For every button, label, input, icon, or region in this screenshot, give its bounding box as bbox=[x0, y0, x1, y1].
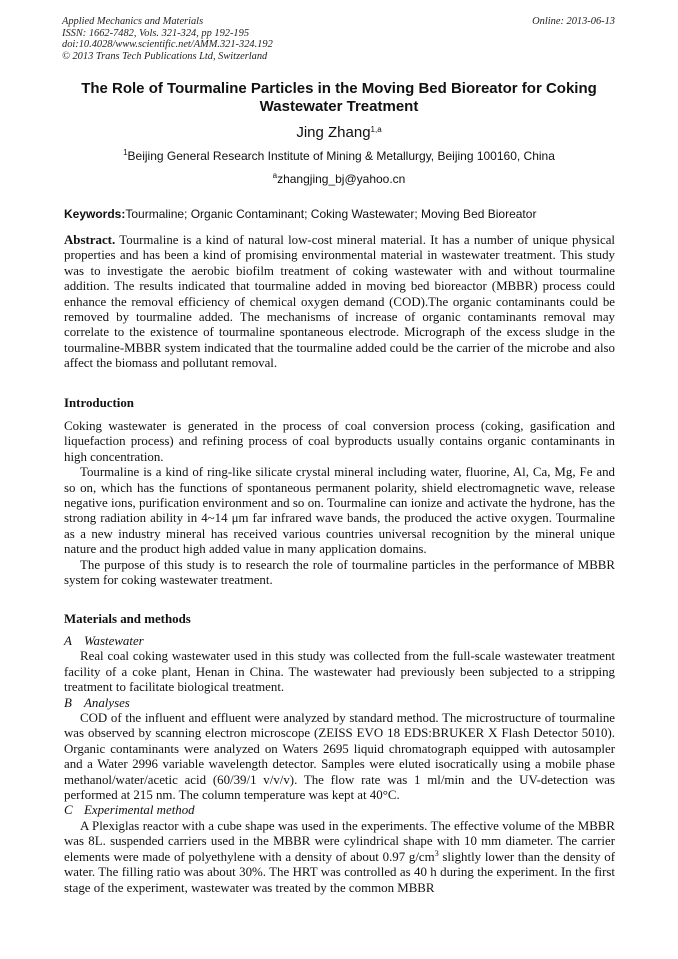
keywords-text: Tourmaline; Organic Contaminant; Coking Wastewater; Moving Bed Bioreator bbox=[125, 207, 537, 221]
subsection-c-title: Experimental method bbox=[84, 803, 195, 818]
subsection-b-title: Analyses bbox=[84, 695, 130, 710]
cubic-sup: 3 bbox=[434, 848, 439, 858]
introduction-paragraph: Tourmaline is a kind of ring-like silicate crystal mineral including water, fluorine, Al, Ca, Mg, Fe and so on, which has the functions of spontaneous permanent polarity, shield electromagnetic wave, release negative ions, purification environment and so on. Tourmaline can ionize and activate the hydrone, has the strong radiation ability in 4~14 μm far infrared wave bands, the produced the active oxygen. Tourmaline as a new industry mineral has received various countries universal recognition by the mineral unique nature and the product high added value in many application domains. bbox=[64, 465, 615, 557]
author-email bbox=[0, 172, 678, 186]
keywords bbox=[64, 207, 616, 221]
keywords-label: Keywords: bbox=[64, 207, 126, 221]
subsection-b-heading bbox=[64, 696, 615, 711]
subsection-a-text: Real coal coking wastewater used in this study was collected from the full-scale wastewater treatment facility of a coke plant, Henan in China. The wastewater had previously been subjected to a stripping treatment to facilitate biological treatment. bbox=[64, 649, 615, 695]
subsection-c-heading bbox=[64, 803, 615, 818]
section-heading-methods: Materials and methods bbox=[64, 612, 191, 626]
affiliation-text: Beijing General Research Institute of Mining & Metallurgy, Beijing 100160, China bbox=[127, 149, 555, 163]
methods-body bbox=[64, 634, 615, 896]
subsection-b-letter: B bbox=[64, 695, 72, 710]
introduction-paragraph: The purpose of this study is to research the role of tourmaline particles in the performance of MBBR system for coking wastewater treatment. bbox=[64, 557, 615, 588]
affiliation-sup: 1 bbox=[123, 148, 128, 157]
author bbox=[0, 124, 678, 141]
subsection-c-text bbox=[64, 819, 615, 896]
author-name: Jing Zhang bbox=[296, 124, 371, 141]
author-sup: 1,a bbox=[370, 125, 382, 134]
subsection-a-title: Wastewater bbox=[84, 634, 144, 648]
email-sup: a bbox=[272, 171, 278, 180]
subsection-a-heading bbox=[64, 634, 615, 649]
paper-title: The Role of Tourmaline Particles in the Moving Bed Bioreator for Coking Wastewater Treatment bbox=[81, 80, 597, 115]
section-heading-introduction: Introduction bbox=[64, 396, 134, 410]
affiliation bbox=[0, 149, 678, 163]
introduction-body bbox=[64, 419, 615, 588]
introduction-paragraph: Coking wastewater is generated in the process of coal conversion process (coking, gasification and liquefaction process) and refining process of coal byproducts usually contains organic contaminants in high concentration. bbox=[64, 419, 615, 464]
abstract bbox=[64, 233, 615, 372]
journal-header bbox=[62, 16, 615, 62]
abstract-label: Abstract. bbox=[64, 233, 116, 247]
journal-copyright: © 2013 Trans Tech Publications Ltd, Switzerland bbox=[62, 50, 268, 62]
online-date: Online: 2013-06-13 bbox=[532, 16, 615, 27]
journal-name: Applied Mechanics and Materials bbox=[62, 16, 204, 27]
subsection-a-letter: A bbox=[64, 634, 72, 648]
subsection-c-letter: C bbox=[64, 803, 73, 818]
subsection-c-text-part: slightly lower than the density of water. The filling ratio was about 30%. The HRT was controlled as 40 h during the experiment. In the first stage of the experiment, wastewater was treated by the common MBBR bbox=[64, 849, 615, 895]
journal-issn: ISSN: 1662-7482, Vols. 321-324, pp 192-195 bbox=[62, 27, 250, 39]
email-text: zhangjing_bj@yahoo.cn bbox=[277, 172, 406, 186]
subsection-b-text: COD of the influent and effluent were analyzed by standard method. The microstructure of tourmaline was observed by scanning electron microscope (ZEISS EVO 18 EDS:BRUKER X Flash Detector 5010). Organic contaminants were analyzed on Waters 2695 liquid chromatograph equipped with autosampler and a Water 2996 variable wavelength detector. Samples were eluted isocratically using a mobile phase methanol/water/acetic acid (60/39/1 v/v/v). The flow rate was 1 ml/min and the UV-detection was performed at 215 nm. The column temperature was kept at 40°C. bbox=[64, 711, 615, 803]
journal-doi: doi:10.4028/www.scientific.net/AMM.321-324.192 bbox=[62, 39, 273, 50]
subsection-c-text-part: A Plexiglas reactor with a cube shape was used in the experiments. The effective volume of the MBBR was 8L. suspended carriers used in the MBBR were cylindrical shape with 10 mm diameter. The carrier elements were made of polyethylene with a density of about 0.97 g/cm bbox=[64, 818, 615, 864]
abstract-text: Tourmaline is a kind of natural low-cost mineral material. It has a number of unique physical properties and has been a kind of promising environmental material in wastewater treatment. This study was to investigate the aerobic biofilm treatment of coking wastewater with and without tourmaline addition. The results indicated that tourmaline added in moving bed bioreactor (MBBR) process could enhance the removal efficiency of chemical oxygen demand (COD).The organic contaminants could be removed by tourmaline added. The mechanisms of increase of organic contaminants removal may correlate to the existence of tourmaline spontaneous electrode. Micrograph of the excess sludge in the tourmaline-MBBR system indicated that the tourmaline added could be the carrier of the microbe and also affect the biomass and pollutant removal. bbox=[64, 233, 615, 371]
